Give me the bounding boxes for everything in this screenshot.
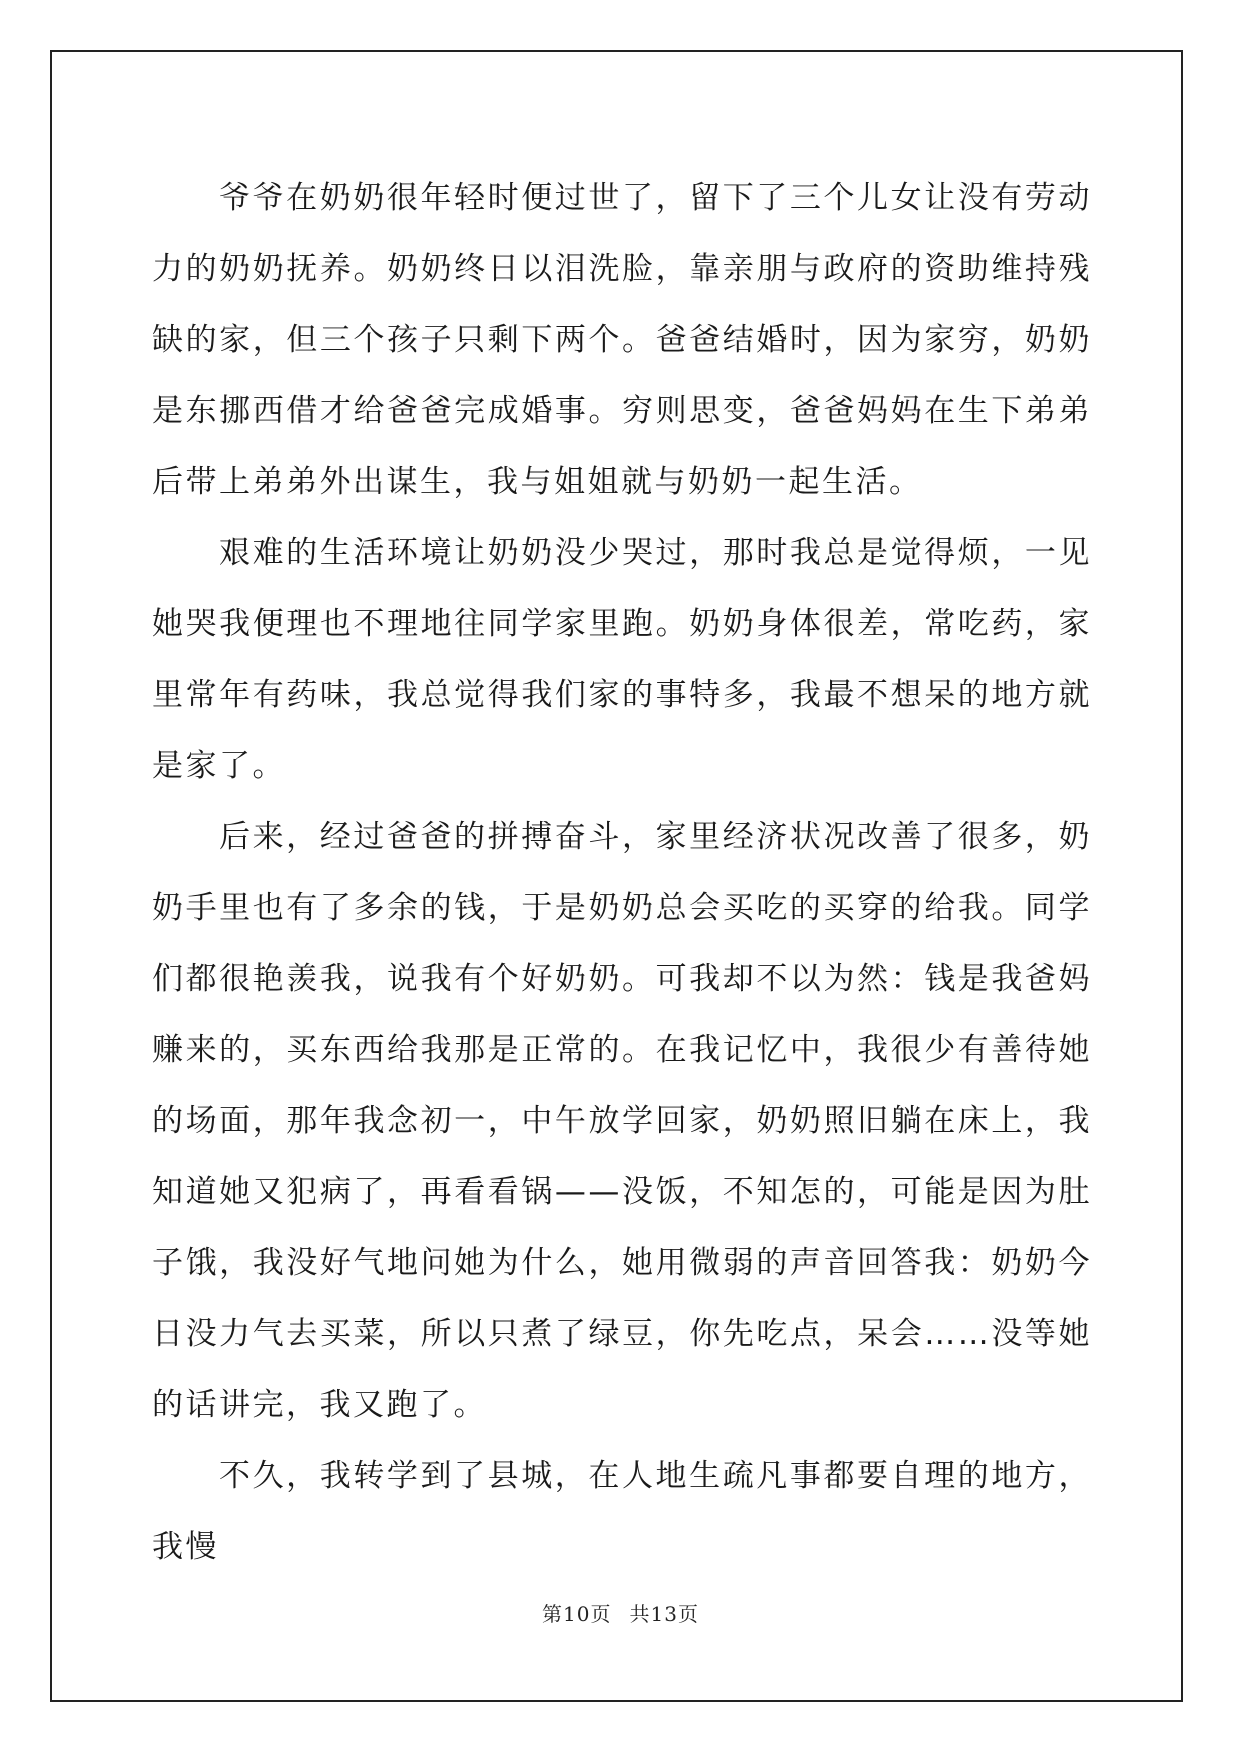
paragraph-3: 后来，经过爸爸的拼搏奋斗，家里经济状况改善了很多，奶奶手里也有了多余的钱，于是奶奶总会买吃的买穿的给我。同学们都很艳羡我，说我有个好奶奶。可我却不以为然：钱是我爸妈赚来的，买东西给我那是正常的。在我记忆中，我很少有善待她的场面，那年我念初一，中午放学回家，奶奶照旧躺在床上，我知道她又犯病了，再看看锅——没饭，不知怎的，可能是因为肚子饿，我没好气地问她为什么，她用微弱的声音回答我：奶奶今日没力气去买菜，所以只煮了绿豆，你先吃点，呆会……没等她的话讲完，我又跑了。 <box>152 819 1092 1423</box>
paragraph-4: 不久，我转学到了县城，在人地生疏凡事都要自理的地方，我慢 <box>152 1458 1092 1565</box>
paragraph-2: 艰难的生活环境让奶奶没少哭过，那时我总是觉得烦，一见她哭我便理也不理地往同学家里跑。奶奶身体很差，常吃药，家里常年有药味，我总觉得我们家的事特多，我最不想呆的地方就是家了。 <box>152 535 1092 784</box>
page-number-total: 共13页 <box>629 1602 699 1626</box>
paragraph-1: 爷爷在奶奶很年轻时便过世了，留下了三个儿女让没有劳动力的奶奶抚养。奶奶终日以泪洗脸，靠亲朋与政府的资助维持残缺的家，但三个孩子只剩下两个。爸爸结婚时，因为家穷，奶奶是东挪西借才给爸爸完成婚事。穷则思变，爸爸妈妈在生下弟弟后带上弟弟外出谋生，我与姐姐就与奶奶一起生活。 <box>152 180 1092 500</box>
page-footer <box>0 1598 1241 1627</box>
document-body <box>152 163 1092 1583</box>
page-number-current: 第10页 <box>542 1602 612 1626</box>
